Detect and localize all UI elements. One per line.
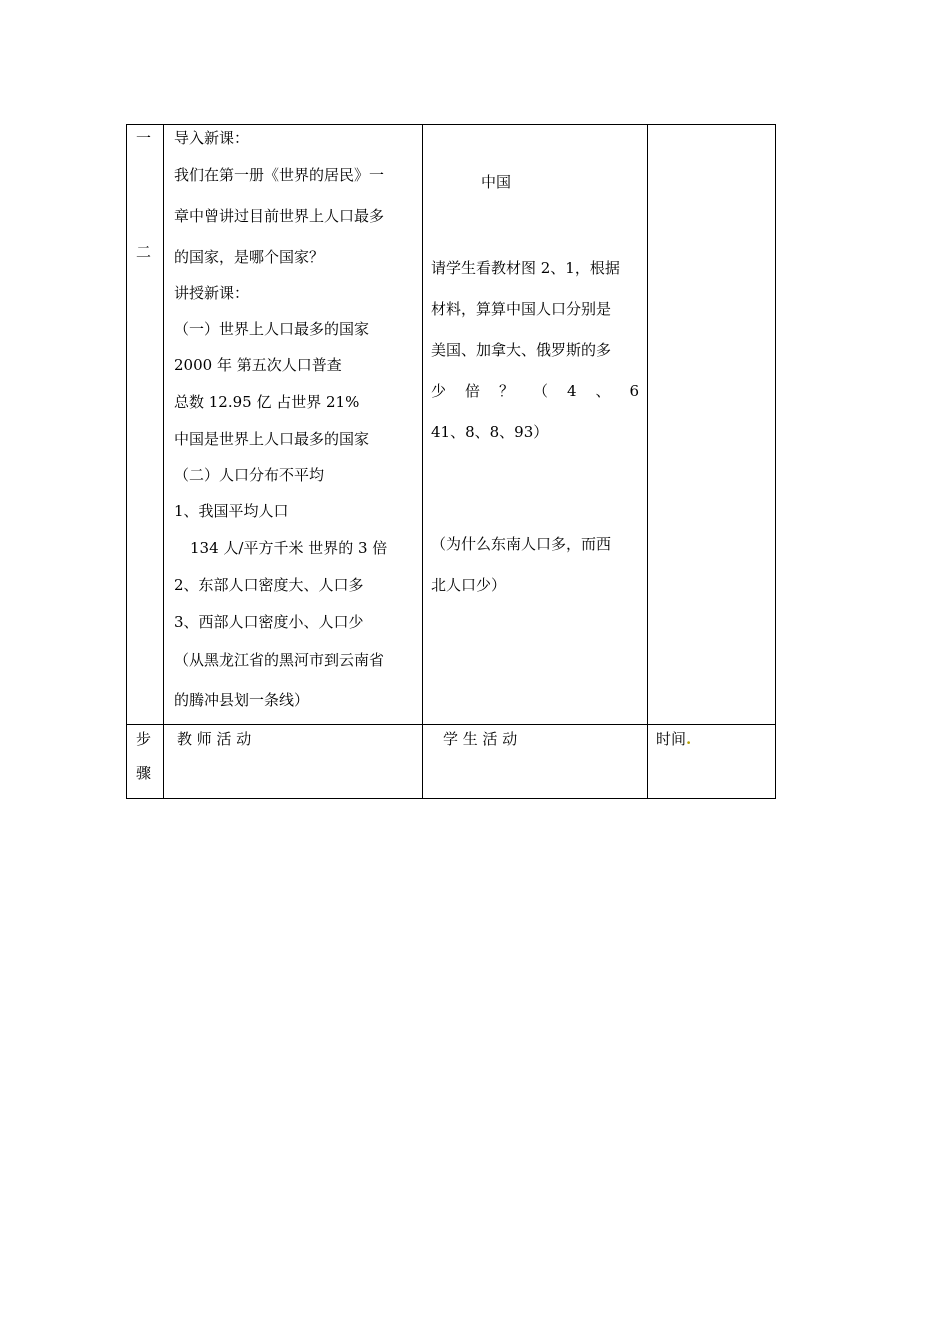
teacher-line: 的腾冲县划一条线） [174,691,310,709]
student-char: 少 [431,382,447,400]
student-question-line: （为什么东南人口多，而西 [431,535,612,553]
teacher-line: （二）人口分布不平均 [174,466,325,484]
teacher-line: 1、我国平均人口 [174,502,289,520]
teacher-line: 我们在第一册《世界的居民》一 [174,166,385,184]
teacher-line: 3、西部人口密度小、人口少 [174,613,364,631]
lesson-table [126,124,776,799]
step-header-char: 步 [136,730,152,748]
student-char: ？ [498,382,514,400]
time-label-text: 时间 [656,730,687,748]
teacher-line: 导入新课： [174,129,250,147]
student-char: （ [532,382,548,400]
teacher-activity-cell [163,124,423,725]
time-cell [647,124,776,725]
time-dot: . [686,730,692,748]
student-answer: 中国 [481,173,512,191]
student-char: 、 [595,382,611,400]
student-line-spaced [431,381,639,401]
teacher-line: 总数 12.95 亿 占世界 21% [174,393,360,411]
step-number-char: 一 [136,129,152,147]
student-char: 4 [566,382,577,400]
step-cell [126,124,164,725]
student-line: 材料，算算中国人口分别是 [431,300,612,318]
step-number-char: 二 [136,243,152,261]
teacher-header-label: 教 师 活 动 [177,730,252,748]
student-char: 6 [629,382,639,400]
teacher-line: 讲授新课： [174,284,250,302]
student-char: 倍 [464,382,480,400]
teacher-line: 2000 年 第五次人口普查 [174,356,342,374]
time-header-cell [647,724,776,799]
teacher-line: 的国家，是哪个国家？ [174,248,325,266]
teacher-line: （从黑龙江省的黑河市到云南省 [174,651,385,669]
teacher-line: （一）世界上人口最多的国家 [174,320,370,338]
student-header-label: 学 生 活 动 [443,730,518,748]
teacher-header-cell [163,724,423,799]
student-line: 41、8、8、93） [431,423,549,441]
student-activity-cell [422,124,648,725]
teacher-line: 134 人/平方千米 世界的 3 倍 [190,539,388,557]
step-header-cell [126,724,164,799]
teacher-line: 2、东部人口密度大、人口多 [174,576,364,594]
step-header-char: 骤 [136,764,152,782]
time-header-label [656,729,691,749]
teacher-line: 章中曾讲过目前世界上人口最多 [174,207,385,225]
student-line: 美国、加拿大、俄罗斯的多 [431,341,612,359]
student-question-line: 北人口少） [431,576,507,594]
student-header-cell [422,724,648,799]
student-line: 请学生看教材图 2、1，根据 [431,259,620,277]
teacher-line: 中国是世界上人口最多的国家 [174,430,370,448]
